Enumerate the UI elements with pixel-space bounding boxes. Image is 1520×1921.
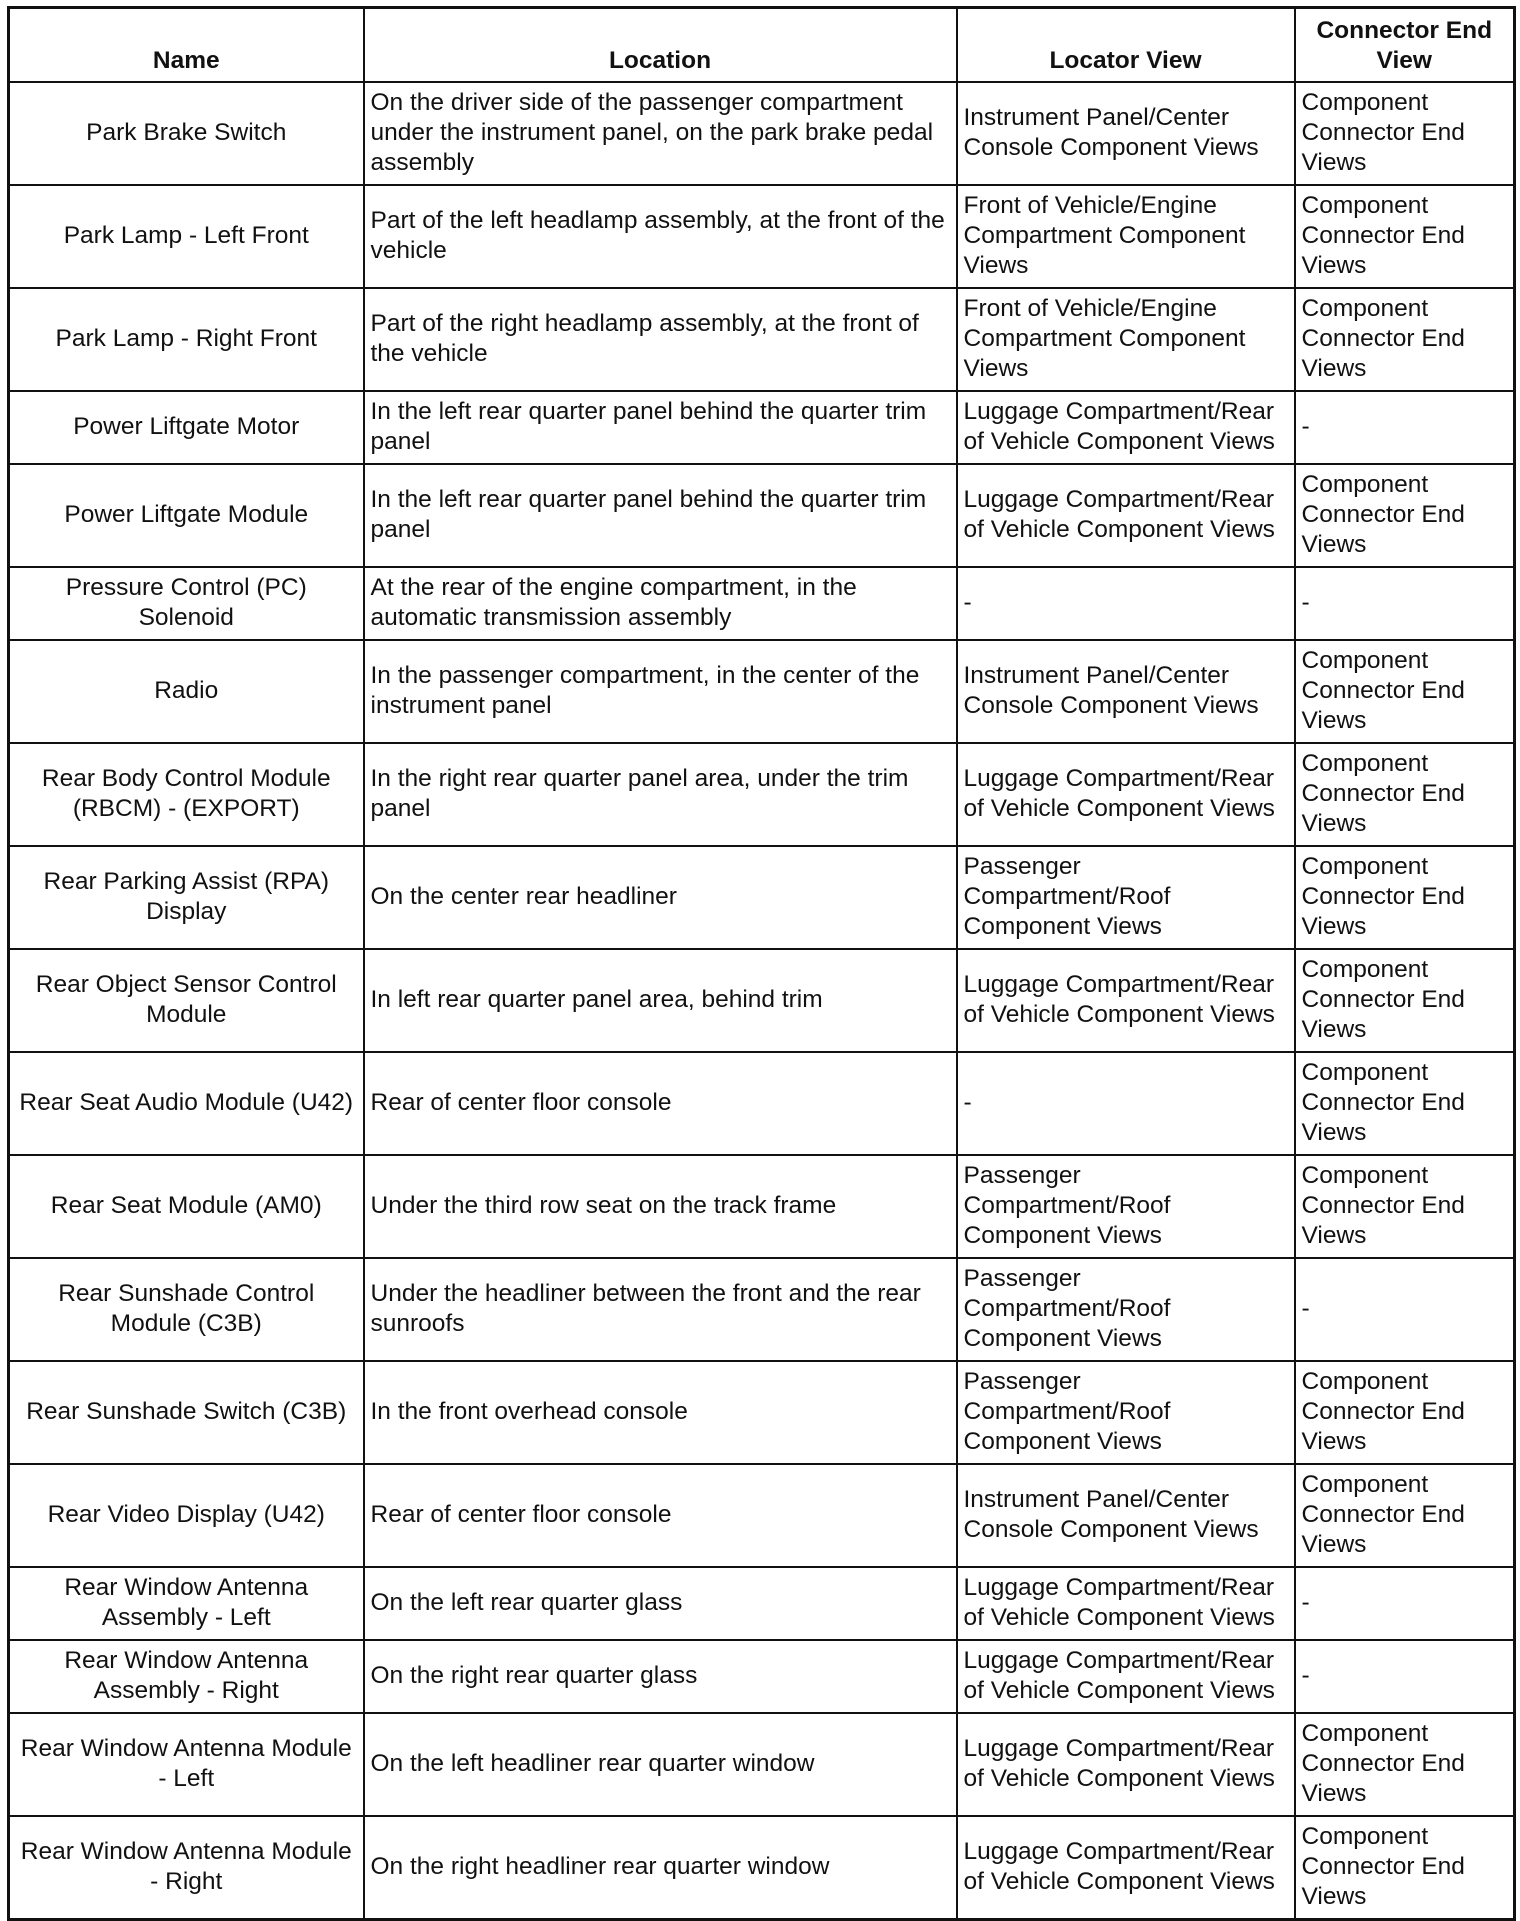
- table-row: [9, 1155, 1515, 1258]
- table-row: [9, 743, 1515, 846]
- cell-connector-end-view: Component Connector End Views: [1295, 949, 1515, 1052]
- table-row: [9, 82, 1515, 185]
- cell-locator-view: -: [957, 567, 1295, 640]
- cell-location: On the right headliner rear quarter window: [364, 1816, 957, 1920]
- cell-name: Rear Body Control Module (RBCM) - (EXPORT): [9, 743, 364, 846]
- cell-locator-view: Luggage Compartment/Rear of Vehicle Component Views: [957, 743, 1295, 846]
- cell-name: Park Brake Switch: [9, 82, 364, 185]
- header-row: [9, 8, 1515, 82]
- cell-name: Rear Parking Assist (RPA) Display: [9, 846, 364, 949]
- cell-location: Rear of center floor console: [364, 1052, 957, 1155]
- cell-connector-end-view: -: [1295, 1258, 1515, 1361]
- cell-locator-view: Luggage Compartment/Rear of Vehicle Component Views: [957, 1713, 1295, 1816]
- cell-name: Power Liftgate Module: [9, 464, 364, 567]
- cell-name: Radio: [9, 640, 364, 743]
- cell-location: Part of the left headlamp assembly, at the front of the vehicle: [364, 185, 957, 288]
- cell-locator-view: Luggage Compartment/Rear of Vehicle Component Views: [957, 1816, 1295, 1920]
- cell-name: Park Lamp - Right Front: [9, 288, 364, 391]
- cell-location: At the rear of the engine compartment, in the automatic transmission assembly: [364, 567, 957, 640]
- cell-name: Rear Sunshade Switch (C3B): [9, 1361, 364, 1464]
- table-row: [9, 1258, 1515, 1361]
- cell-locator-view: -: [957, 1052, 1295, 1155]
- cell-locator-view: Passenger Compartment/Roof Component Views: [957, 1258, 1295, 1361]
- table-row: [9, 567, 1515, 640]
- cell-connector-end-view: Component Connector End Views: [1295, 1052, 1515, 1155]
- cell-location: In the front overhead console: [364, 1361, 957, 1464]
- cell-location: In the left rear quarter panel behind the quarter trim panel: [364, 391, 957, 464]
- header-locator-view: Locator View: [957, 8, 1295, 82]
- cell-location: On the driver side of the passenger compartment under the instrument panel, on the park brake pedal assembly: [364, 82, 957, 185]
- cell-location: In the left rear quarter panel behind the quarter trim panel: [364, 464, 957, 567]
- cell-location: In the passenger compartment, in the center of the instrument panel: [364, 640, 957, 743]
- table-row: [9, 640, 1515, 743]
- header-location: Location: [364, 8, 957, 82]
- cell-connector-end-view: Component Connector End Views: [1295, 464, 1515, 567]
- cell-connector-end-view: -: [1295, 1640, 1515, 1713]
- cell-connector-end-view: Component Connector End Views: [1295, 846, 1515, 949]
- cell-locator-view: Front of Vehicle/Engine Compartment Component Views: [957, 288, 1295, 391]
- cell-locator-view: Luggage Compartment/Rear of Vehicle Component Views: [957, 1567, 1295, 1640]
- cell-name: Rear Window Antenna Assembly - Left: [9, 1567, 364, 1640]
- cell-name: Rear Window Antenna Assembly - Right: [9, 1640, 364, 1713]
- table-row: [9, 1640, 1515, 1713]
- cell-locator-view: Instrument Panel/Center Console Component Views: [957, 82, 1295, 185]
- cell-locator-view: Luggage Compartment/Rear of Vehicle Component Views: [957, 949, 1295, 1052]
- cell-connector-end-view: Component Connector End Views: [1295, 743, 1515, 846]
- cell-locator-view: Passenger Compartment/Roof Component Views: [957, 1155, 1295, 1258]
- cell-connector-end-view: Component Connector End Views: [1295, 1464, 1515, 1567]
- cell-connector-end-view: -: [1295, 391, 1515, 464]
- cell-location: On the center rear headliner: [364, 846, 957, 949]
- cell-name: Rear Seat Module (AM0): [9, 1155, 364, 1258]
- cell-locator-view: Passenger Compartment/Roof Component Views: [957, 1361, 1295, 1464]
- header-name: Name: [9, 8, 364, 82]
- component-locator-table: [7, 6, 1516, 1921]
- cell-connector-end-view: Component Connector End Views: [1295, 1713, 1515, 1816]
- cell-connector-end-view: Component Connector End Views: [1295, 288, 1515, 391]
- cell-connector-end-view: Component Connector End Views: [1295, 1155, 1515, 1258]
- cell-locator-view: Luggage Compartment/Rear of Vehicle Component Views: [957, 391, 1295, 464]
- cell-locator-view: Luggage Compartment/Rear of Vehicle Component Views: [957, 464, 1295, 567]
- table-row: [9, 185, 1515, 288]
- cell-name: Rear Object Sensor Control Module: [9, 949, 364, 1052]
- cell-connector-end-view: Component Connector End Views: [1295, 82, 1515, 185]
- header-connector-end-view: Connector End View: [1295, 8, 1515, 82]
- table-row: [9, 949, 1515, 1052]
- cell-connector-end-view: Component Connector End Views: [1295, 640, 1515, 743]
- cell-location: In left rear quarter panel area, behind trim: [364, 949, 957, 1052]
- cell-name: Rear Video Display (U42): [9, 1464, 364, 1567]
- cell-name: Power Liftgate Motor: [9, 391, 364, 464]
- cell-connector-end-view: Component Connector End Views: [1295, 1361, 1515, 1464]
- table-row: [9, 288, 1515, 391]
- cell-location: On the left headliner rear quarter window: [364, 1713, 957, 1816]
- cell-location: Rear of center floor console: [364, 1464, 957, 1567]
- cell-locator-view: Front of Vehicle/Engine Compartment Component Views: [957, 185, 1295, 288]
- cell-name: Pressure Control (PC) Solenoid: [9, 567, 364, 640]
- table-row: [9, 1816, 1515, 1920]
- table-row: [9, 1464, 1515, 1567]
- table-row: [9, 1361, 1515, 1464]
- cell-location: Part of the right headlamp assembly, at the front of the vehicle: [364, 288, 957, 391]
- cell-connector-end-view: Component Connector End Views: [1295, 1816, 1515, 1920]
- cell-locator-view: Luggage Compartment/Rear of Vehicle Component Views: [957, 1640, 1295, 1713]
- cell-locator-view: Instrument Panel/Center Console Component Views: [957, 640, 1295, 743]
- cell-connector-end-view: Component Connector End Views: [1295, 185, 1515, 288]
- table-row: [9, 1713, 1515, 1816]
- cell-connector-end-view: -: [1295, 1567, 1515, 1640]
- cell-locator-view: Instrument Panel/Center Console Component Views: [957, 1464, 1295, 1567]
- cell-location: Under the headliner between the front and the rear sunroofs: [364, 1258, 957, 1361]
- cell-location: On the right rear quarter glass: [364, 1640, 957, 1713]
- cell-name: Rear Window Antenna Module - Left: [9, 1713, 364, 1816]
- cell-name: Park Lamp - Left Front: [9, 185, 364, 288]
- cell-name: Rear Seat Audio Module (U42): [9, 1052, 364, 1155]
- table-row: [9, 1567, 1515, 1640]
- cell-name: Rear Sunshade Control Module (C3B): [9, 1258, 364, 1361]
- cell-connector-end-view: -: [1295, 567, 1515, 640]
- cell-locator-view: Passenger Compartment/Roof Component Views: [957, 846, 1295, 949]
- cell-location: In the right rear quarter panel area, under the trim panel: [364, 743, 957, 846]
- cell-location: On the left rear quarter glass: [364, 1567, 957, 1640]
- table-row: [9, 846, 1515, 949]
- cell-location: Under the third row seat on the track frame: [364, 1155, 957, 1258]
- cell-name: Rear Window Antenna Module - Right: [9, 1816, 364, 1920]
- table-row: [9, 391, 1515, 464]
- table-row: [9, 464, 1515, 567]
- table-row: [9, 1052, 1515, 1155]
